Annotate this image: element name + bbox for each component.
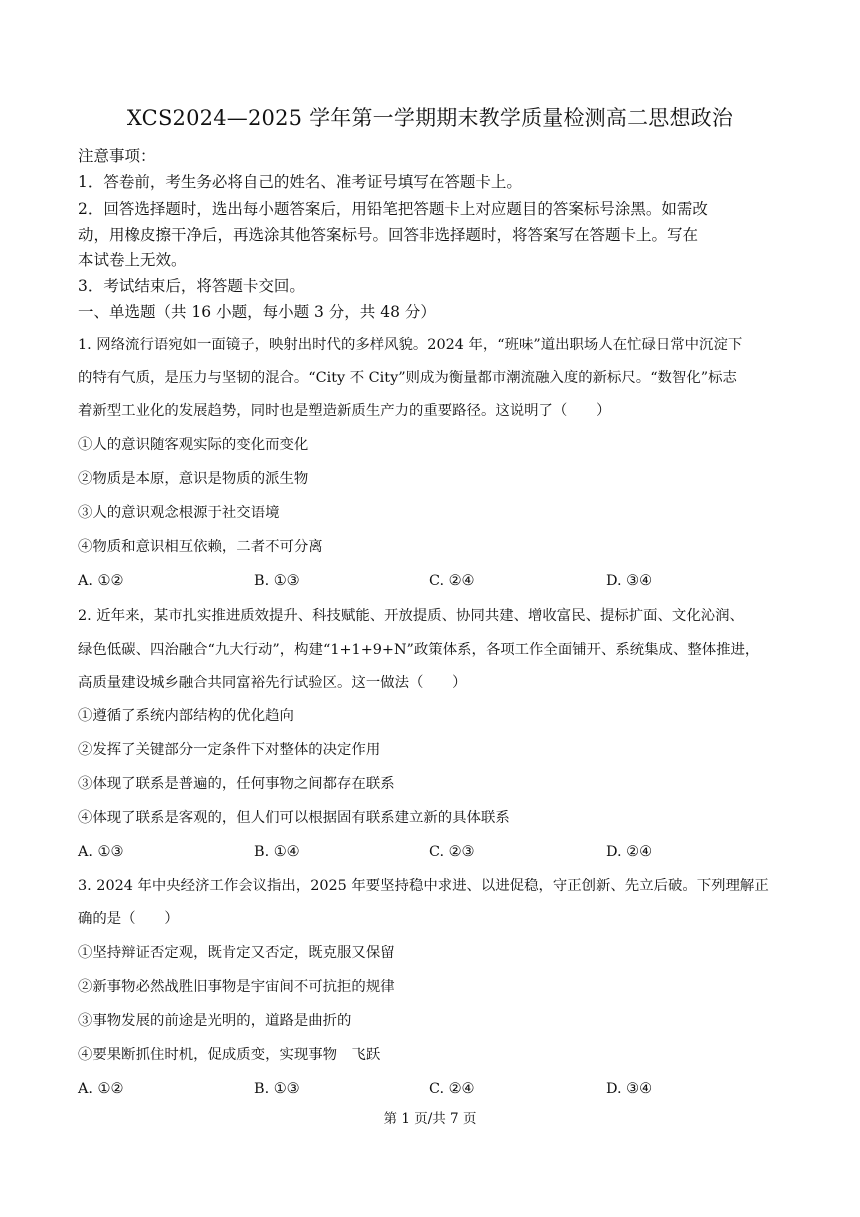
option-b: B. ①③: [254, 1081, 300, 1097]
option-b: B. ①③: [254, 573, 300, 589]
question-1-item: ③人的意识观念根源于社交语境: [78, 505, 280, 521]
note-line: 本试卷上无效。: [78, 251, 187, 269]
section-heading: 一、单选题（共 16 小题，每小题 3 分，共 48 分）: [78, 303, 436, 321]
option-a: A. ①③: [78, 844, 124, 860]
note-line: 动，用橡皮擦干净后，再选涂其他答案标号。回答非选择题时，将答案写在答题卡上。写在: [78, 226, 699, 244]
question-2-item: ①遵循了系统内部结构的优化趋向: [78, 708, 294, 724]
question-2-options: [78, 842, 798, 862]
page-footer: 第 1 页/共 7 页: [383, 1111, 477, 1127]
question-3-item: ④要果断抓住时机，促成质变，实现事物 飞跃: [78, 1047, 381, 1063]
question-1-stem: 1. 网络流行语宛如一面镜子，映射出时代的多样风貌。2024 年，“班味”道出职场人在忙碌日常中沉淀下: [78, 337, 743, 353]
question-3-item: ③事物发展的前途是光明的，道路是曲折的: [78, 1013, 352, 1029]
question-1-item: ②物质是本原，意识是物质的派生物: [78, 471, 309, 487]
question-2-stem: 绿色低碳、四治融合“九大行动”，构建“1+1+9+N”政策体系，各项工作全面铺开、系统集成、整体推进，: [78, 642, 760, 658]
note-line: 2．回答选择题时，选出每小题答案后，用铅笔把答题卡上对应题目的答案标号涂黑。如需改: [78, 200, 708, 218]
question-3-stem: 3. 2024 年中央经济工作会议指出，2025 年要坚持稳中求进、以进促稳，守正创新、先立后破。下列理解正: [78, 878, 769, 894]
question-3-item: ②新事物必然战胜旧事物是宇宙间不可抗拒的规律: [78, 979, 395, 995]
notes-heading: 注意事项：: [78, 147, 156, 165]
question-3-options: [78, 1079, 798, 1099]
page-title: XCS2024—2025 学年第一学期期末教学质量检测高二思想政治: [126, 106, 734, 130]
option-d: D. ③④: [606, 1081, 652, 1097]
question-1-item: ④物质和意识相互依赖，二者不可分离: [78, 539, 323, 555]
question-2-stem: 高质量建设城乡融合共同富裕先行试验区。这一做法（ ）: [78, 675, 467, 691]
option-c: C. ②④: [429, 1081, 475, 1097]
question-2-item: ④体现了联系是客观的，但人们可以根据固有联系建立新的具体联系: [78, 810, 510, 826]
option-c: C. ②③: [429, 844, 475, 860]
question-1-stem: 的特有气质，是压力与坚韧的混合。“City 不 City”则成为衡量都市潮流融入度的新标尺。“数智化”标志: [78, 370, 737, 386]
question-1-stem: 着新型工业化的发展趋势，同时也是塑造新质生产力的重要路径。这说明了（ ）: [78, 403, 611, 419]
option-a: A. ①②: [78, 1081, 124, 1097]
question-1-item: ①人的意识随客观实际的变化而变化: [78, 437, 309, 453]
question-2-item: ②发挥了关键部分一定条件下对整体的决定作用: [78, 742, 381, 758]
option-a: A. ①②: [78, 573, 124, 589]
option-c: C. ②④: [429, 573, 475, 589]
note-line: 1．答卷前，考生务必将自己的姓名、准考证号填写在答题卡上。: [78, 173, 522, 191]
question-1-options: [78, 571, 798, 591]
option-d: D. ③④: [606, 573, 652, 589]
question-3-item: ①坚持辩证否定观，既肯定又否定，既克服又保留: [78, 945, 395, 961]
question-2-stem: 2. 近年来，某市扎实推进质效提升、科技赋能、开放提质、协同共建、增收富民、提标扩面、文化沁润、: [78, 608, 744, 624]
question-3-stem: 确的是（ ）: [78, 911, 179, 927]
note-line: 3．考试结束后，将答题卡交回。: [78, 277, 305, 295]
option-b: B. ①④: [254, 844, 300, 860]
option-d: D. ②④: [606, 844, 652, 860]
question-2-item: ③体现了联系是普遍的，任何事物之间都存在联系: [78, 776, 395, 792]
